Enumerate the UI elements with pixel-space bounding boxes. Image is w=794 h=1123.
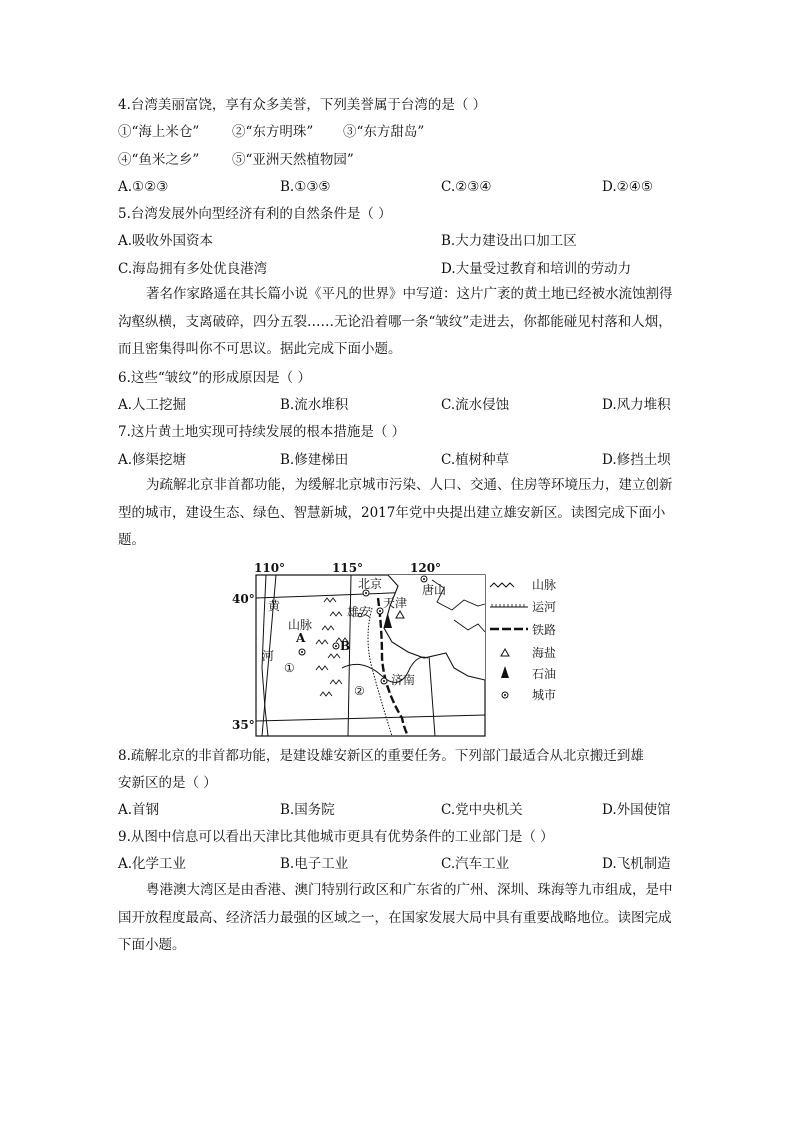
q4-option-b[interactable]: B.①③⑤ bbox=[280, 179, 331, 195]
q9-option-a[interactable]: A.化学工业 bbox=[118, 856, 187, 872]
label-circle-2: ② bbox=[354, 684, 365, 698]
map-svg bbox=[232, 558, 580, 738]
label-point-b: B bbox=[340, 639, 351, 653]
q6-option-b[interactable]: B.流水堆积 bbox=[280, 397, 349, 413]
legend-oil: 石油 bbox=[532, 667, 557, 681]
label-beijing: 北京 bbox=[358, 577, 383, 591]
q5-stem: 5.台湾发展外向型经济有利的自然条件是（ ） bbox=[118, 206, 392, 222]
label-he: 河 bbox=[262, 649, 275, 663]
q4-stem: 4.台湾美丽富饶，享有众多美誉，下列美誉属于台湾的是（ ） bbox=[118, 97, 487, 113]
q8-stem-line2: 安新区的是（ ） bbox=[118, 775, 217, 791]
q9-option-c[interactable]: C.汽车工业 bbox=[441, 856, 510, 872]
passage-greater-bay-area: 粤港澳大湾区是由香港、澳门特别行政区和广东省的广州、深圳、珠海等九市组成，是中国开放程度最高、经济活力最强的区域之一，在国家发展大局中具有重要战略地位。读图完成下面小题。 bbox=[118, 882, 673, 953]
label-xiongan: 雄安 bbox=[347, 605, 372, 619]
label-tianjin: 天津 bbox=[383, 596, 408, 610]
q4-option-c[interactable]: C.②③④ bbox=[441, 179, 492, 195]
q7-option-a[interactable]: A.修渠挖塘 bbox=[118, 452, 187, 468]
q5-option-a[interactable]: A.吸收外国资本 bbox=[118, 233, 214, 249]
legend-railway: 铁路 bbox=[532, 623, 557, 637]
legend-mountain: 山脉 bbox=[532, 578, 557, 592]
meridian-115 bbox=[348, 575, 351, 736]
q4-item-2: ②“东方明珠” bbox=[232, 124, 314, 140]
q8-stem-line1: 8.疏解北京的非首都功能，是建设雄安新区的重要任务。下列部门最适合从北京搬迁到雄 bbox=[118, 748, 644, 764]
q6-option-d[interactable]: D.风力堆积 bbox=[602, 397, 671, 413]
map-legend bbox=[490, 578, 556, 702]
q4-item-3: ③“东方甜岛” bbox=[343, 124, 425, 140]
lon-label-115: 115° bbox=[332, 561, 364, 575]
label-point-a: A bbox=[296, 631, 306, 645]
label-huang: 黄 bbox=[268, 599, 281, 613]
parallel-35 bbox=[256, 715, 485, 721]
q7-option-c[interactable]: C.植树种草 bbox=[441, 452, 510, 468]
q4-item-1: ①“海上米仓” bbox=[118, 124, 200, 140]
lat-label-40: 40° bbox=[232, 592, 255, 606]
q7-option-d[interactable]: D.修挡土坝 bbox=[602, 452, 671, 468]
q6-stem: 6.这些“皱纹”的形成原因是（ ） bbox=[118, 370, 311, 386]
q9-option-b[interactable]: B.电子工业 bbox=[280, 856, 349, 872]
label-circle-1: ① bbox=[284, 661, 295, 675]
passage-xiongan: 为疏解北京非首都功能，为缓解北京城市污染、人口、交通、住房等环境压力，建立创新型的城市，建设生态、绿色、智慧新城，2017年党中央提出建立雄安新区。读图完成下面小题。 bbox=[118, 477, 673, 548]
q5-option-d[interactable]: D.大量受过教育和培训的劳动力 bbox=[441, 261, 632, 277]
q4-option-a[interactable]: A.①②③ bbox=[118, 179, 169, 195]
legend-oil-symbol bbox=[501, 666, 509, 678]
q6-option-a[interactable]: A.人工挖掘 bbox=[118, 397, 187, 413]
lon-label-110: 110° bbox=[254, 561, 286, 575]
label-shanmai: 山脉 bbox=[288, 618, 313, 632]
q8-option-a[interactable]: A.首钢 bbox=[118, 802, 160, 818]
xiongan-map bbox=[232, 558, 580, 738]
lon-label-120: 120° bbox=[410, 561, 442, 575]
passage-loess: 著名作家路遥在其长篇小说《平凡的世界》中写道：这片广袤的黄土地已经被水流蚀割得沟壑纵横，支离破碎，四分五裂……无论沿着哪一条“皱纹”走进去，你都能碰见村落和人烟，而且密集得叫你不可思议。据此完成下面小题。 bbox=[118, 286, 673, 357]
legend-salt-symbol bbox=[501, 649, 509, 656]
q8-option-d[interactable]: D.外国使馆 bbox=[602, 802, 671, 818]
q9-option-d[interactable]: D.飞机制造 bbox=[602, 856, 671, 872]
legend-canal: 运河 bbox=[532, 600, 557, 614]
q7-stem: 7.这片黄土地实现可持续发展的根本措施是（ ） bbox=[118, 424, 406, 440]
legend-city: 城市 bbox=[532, 688, 557, 702]
q4-item-5: ⑤“亚洲天然植物园” bbox=[232, 152, 354, 168]
q5-option-c[interactable]: C.海岛拥有多处优良港湾 bbox=[118, 261, 268, 277]
legend-salt: 海盐 bbox=[532, 646, 557, 660]
q4-option-d[interactable]: D.②④⑤ bbox=[602, 179, 653, 195]
legend-mountain-symbol bbox=[490, 583, 514, 587]
q5-option-b[interactable]: B.大力建设出口加工区 bbox=[441, 233, 577, 249]
q7-option-b[interactable]: B.修建梯田 bbox=[280, 452, 349, 468]
lat-label-35: 35° bbox=[232, 718, 255, 732]
q9-stem: 9.从图中信息可以看出天津比其他城市更具有优势条件的工业部门是（ ） bbox=[118, 829, 554, 845]
label-tangshan: 唐山 bbox=[422, 583, 447, 597]
q4-item-4: ④“鱼米之乡” bbox=[118, 152, 200, 168]
q8-option-c[interactable]: C.党中央机关 bbox=[441, 802, 523, 818]
label-jinan: 济南 bbox=[391, 673, 416, 687]
q8-option-b[interactable]: B.国务院 bbox=[280, 802, 335, 818]
q6-option-c[interactable]: C.流水侵蚀 bbox=[441, 397, 510, 413]
